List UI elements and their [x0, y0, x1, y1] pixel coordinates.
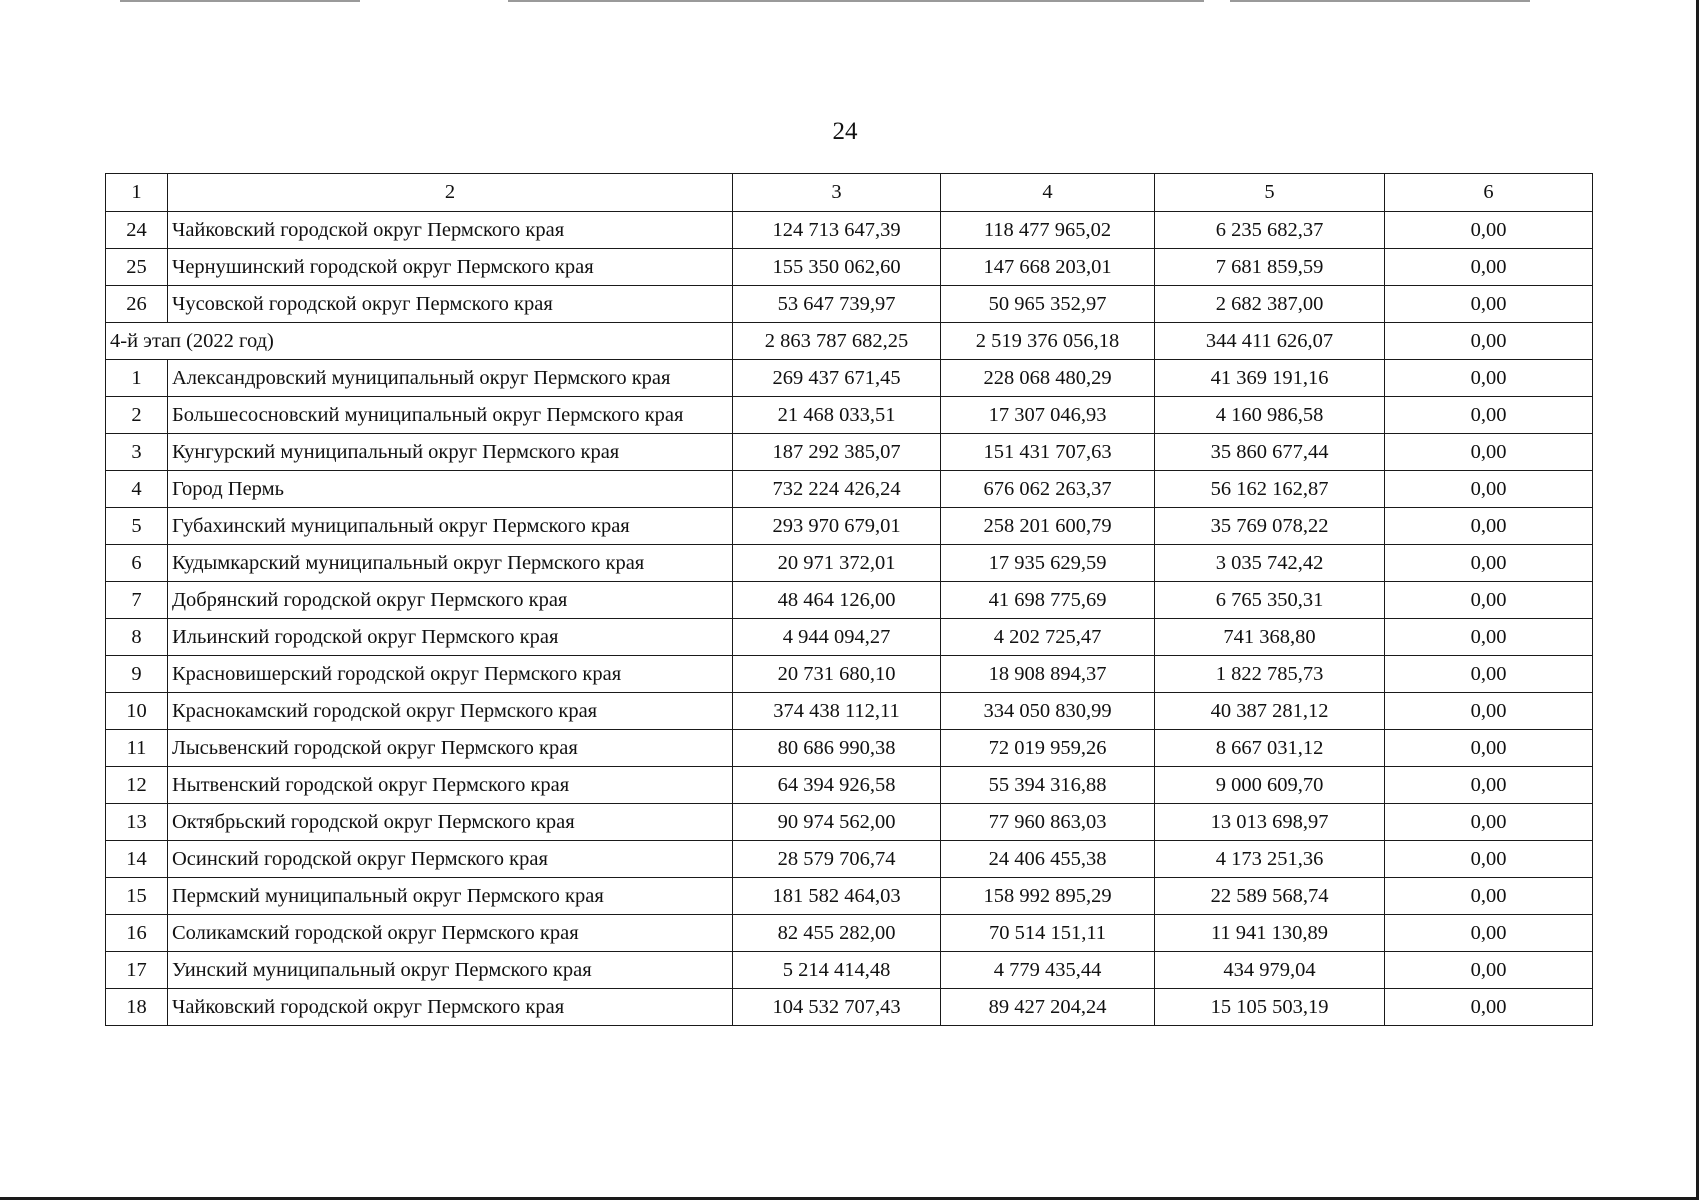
row-number: 1 [106, 360, 168, 397]
amount-col-4: 17 935 629,59 [941, 545, 1155, 582]
amount-col-3: 90 974 562,00 [733, 804, 941, 841]
amount-col-3: 269 437 671,45 [733, 360, 941, 397]
municipality-name: Большесосновский муниципальный округ Пермского края [168, 397, 733, 434]
amount-col-6: 0,00 [1385, 286, 1593, 323]
amount-col-6: 0,00 [1385, 249, 1593, 286]
table-row [106, 360, 1593, 397]
amount-col-6: 0,00 [1385, 508, 1593, 545]
amount-col-6: 0,00 [1385, 952, 1593, 989]
row-number: 16 [106, 915, 168, 952]
amount-col-3: 124 713 647,39 [733, 212, 941, 249]
amount-col-5: 35 860 677,44 [1155, 434, 1385, 471]
municipality-name: Уинский муниципальный округ Пермского края [168, 952, 733, 989]
amount-col-5: 22 589 568,74 [1155, 878, 1385, 915]
amount-col-3: 80 686 990,38 [733, 730, 941, 767]
amount-col-6: 0,00 [1385, 619, 1593, 656]
amount-col-5: 56 162 162,87 [1155, 471, 1385, 508]
amount-col-4: 4 202 725,47 [941, 619, 1155, 656]
amount-col-3: 155 350 062,60 [733, 249, 941, 286]
amount-col-6: 0,00 [1385, 397, 1593, 434]
amount-col-4: 151 431 707,63 [941, 434, 1155, 471]
municipality-name: Чусовской городской округ Пермского края [168, 286, 733, 323]
column-header: 3 [733, 174, 941, 212]
amount-col-4: 89 427 204,24 [941, 989, 1155, 1026]
stage-total-col-3: 2 863 787 682,25 [733, 323, 941, 360]
amount-col-5: 434 979,04 [1155, 952, 1385, 989]
amount-col-5: 11 941 130,89 [1155, 915, 1385, 952]
municipality-name: Краснокамский городской округ Пермского края [168, 693, 733, 730]
amount-col-5: 40 387 281,12 [1155, 693, 1385, 730]
amount-col-6: 0,00 [1385, 915, 1593, 952]
row-number: 8 [106, 619, 168, 656]
row-number: 6 [106, 545, 168, 582]
amount-col-5: 3 035 742,42 [1155, 545, 1385, 582]
municipality-name: Пермский муниципальный округ Пермского края [168, 878, 733, 915]
amount-col-5: 2 682 387,00 [1155, 286, 1385, 323]
amount-col-3: 293 970 679,01 [733, 508, 941, 545]
table-row [106, 767, 1593, 804]
table-row [106, 878, 1593, 915]
table-row [106, 286, 1593, 323]
amount-col-3: 181 582 464,03 [733, 878, 941, 915]
amount-col-3: 20 971 372,01 [733, 545, 941, 582]
row-number: 15 [106, 878, 168, 915]
amount-col-3: 4 944 094,27 [733, 619, 941, 656]
row-number: 11 [106, 730, 168, 767]
row-number: 4 [106, 471, 168, 508]
amount-col-4: 24 406 455,38 [941, 841, 1155, 878]
amount-col-5: 7 681 859,59 [1155, 249, 1385, 286]
amount-col-4: 158 992 895,29 [941, 878, 1155, 915]
row-number: 25 [106, 249, 168, 286]
amount-col-4: 72 019 959,26 [941, 730, 1155, 767]
amount-col-5: 741 368,80 [1155, 619, 1385, 656]
row-number: 3 [106, 434, 168, 471]
row-number: 26 [106, 286, 168, 323]
municipality-name: Красновишерский городской округ Пермского края [168, 656, 733, 693]
amount-col-5: 41 369 191,16 [1155, 360, 1385, 397]
amount-col-6: 0,00 [1385, 545, 1593, 582]
amount-col-6: 0,00 [1385, 471, 1593, 508]
amount-col-6: 0,00 [1385, 767, 1593, 804]
amount-col-3: 187 292 385,07 [733, 434, 941, 471]
amount-col-5: 6 765 350,31 [1155, 582, 1385, 619]
amount-col-5: 13 013 698,97 [1155, 804, 1385, 841]
column-number-row [106, 174, 1593, 212]
municipality-name: Ильинский городской округ Пермского края [168, 619, 733, 656]
amount-col-4: 70 514 151,11 [941, 915, 1155, 952]
row-number: 24 [106, 212, 168, 249]
table-row [106, 434, 1593, 471]
column-header: 4 [941, 174, 1155, 212]
table-row [106, 545, 1593, 582]
column-header: 5 [1155, 174, 1385, 212]
amount-col-3: 53 647 739,97 [733, 286, 941, 323]
amount-col-3: 5 214 414,48 [733, 952, 941, 989]
amount-col-4: 50 965 352,97 [941, 286, 1155, 323]
amount-col-4: 55 394 316,88 [941, 767, 1155, 804]
municipality-name: Нытвенский городской округ Пермского края [168, 767, 733, 804]
row-number: 14 [106, 841, 168, 878]
amount-col-3: 48 464 126,00 [733, 582, 941, 619]
municipality-name: Город Пермь [168, 471, 733, 508]
table-row [106, 952, 1593, 989]
amount-col-4: 17 307 046,93 [941, 397, 1155, 434]
amount-col-5: 8 667 031,12 [1155, 730, 1385, 767]
table-row [106, 730, 1593, 767]
municipality-name: Осинский городской округ Пермского края [168, 841, 733, 878]
amount-col-5: 4 160 986,58 [1155, 397, 1385, 434]
stage-total-col-5: 344 411 626,07 [1155, 323, 1385, 360]
table-row [106, 915, 1593, 952]
amount-col-6: 0,00 [1385, 841, 1593, 878]
municipality-name: Чернушинский городской округ Пермского края [168, 249, 733, 286]
amount-col-4: 258 201 600,79 [941, 508, 1155, 545]
municipality-name: Чайковский городской округ Пермского края [168, 989, 733, 1026]
page-number: 24 [832, 118, 858, 145]
municipality-name: Кунгурский муниципальный округ Пермского края [168, 434, 733, 471]
table-row [106, 619, 1593, 656]
amount-col-6: 0,00 [1385, 693, 1593, 730]
amount-col-5: 6 235 682,37 [1155, 212, 1385, 249]
budget-table [105, 173, 1593, 1026]
row-number: 2 [106, 397, 168, 434]
amount-col-6: 0,00 [1385, 656, 1593, 693]
amount-col-3: 28 579 706,74 [733, 841, 941, 878]
municipality-name: Губахинский муниципальный округ Пермского края [168, 508, 733, 545]
stage-total-col-4: 2 519 376 056,18 [941, 323, 1155, 360]
municipality-name: Соликамский городской округ Пермского края [168, 915, 733, 952]
stage-total-row [106, 323, 1593, 360]
column-header: 2 [168, 174, 733, 212]
table-row [106, 212, 1593, 249]
table-row [106, 656, 1593, 693]
amount-col-6: 0,00 [1385, 878, 1593, 915]
amount-col-6: 0,00 [1385, 730, 1593, 767]
row-number: 17 [106, 952, 168, 989]
amount-col-4: 676 062 263,37 [941, 471, 1155, 508]
amount-col-6: 0,00 [1385, 360, 1593, 397]
column-header: 6 [1385, 174, 1593, 212]
amount-col-4: 334 050 830,99 [941, 693, 1155, 730]
row-number: 5 [106, 508, 168, 545]
amount-col-4: 228 068 480,29 [941, 360, 1155, 397]
amount-col-3: 82 455 282,00 [733, 915, 941, 952]
amount-col-3: 20 731 680,10 [733, 656, 941, 693]
scan-artifact-line [120, 0, 360, 2]
table-row [106, 989, 1593, 1026]
municipality-name: Октябрьский городской округ Пермского края [168, 804, 733, 841]
amount-col-6: 0,00 [1385, 582, 1593, 619]
table-row [106, 471, 1593, 508]
municipality-name: Чайковский городской округ Пермского края [168, 212, 733, 249]
municipality-name: Александровский муниципальный округ Пермского края [168, 360, 733, 397]
amount-col-4: 147 668 203,01 [941, 249, 1155, 286]
amount-col-3: 104 532 707,43 [733, 989, 941, 1026]
amount-col-3: 732 224 426,24 [733, 471, 941, 508]
amount-col-5: 4 173 251,36 [1155, 841, 1385, 878]
amount-col-3: 374 438 112,11 [733, 693, 941, 730]
amount-col-6: 0,00 [1385, 212, 1593, 249]
table-row [106, 582, 1593, 619]
row-number: 9 [106, 656, 168, 693]
amount-col-4: 118 477 965,02 [941, 212, 1155, 249]
amount-col-3: 64 394 926,58 [733, 767, 941, 804]
table-row [106, 841, 1593, 878]
amount-col-5: 9 000 609,70 [1155, 767, 1385, 804]
municipality-name: Добрянский городской округ Пермского края [168, 582, 733, 619]
municipality-name: Кудымкарский муниципальный округ Пермского края [168, 545, 733, 582]
table-row [106, 397, 1593, 434]
municipality-name: Лысьвенский городской округ Пермского края [168, 730, 733, 767]
scan-artifact-line [508, 0, 1204, 2]
amount-col-6: 0,00 [1385, 989, 1593, 1026]
row-number: 10 [106, 693, 168, 730]
amount-col-4: 77 960 863,03 [941, 804, 1155, 841]
table-body [106, 174, 1593, 1026]
amount-col-4: 4 779 435,44 [941, 952, 1155, 989]
table-row [106, 804, 1593, 841]
table-row [106, 693, 1593, 730]
stage-label: 4-й этап (2022 год) [106, 323, 733, 360]
row-number: 7 [106, 582, 168, 619]
amount-col-4: 18 908 894,37 [941, 656, 1155, 693]
amount-col-5: 15 105 503,19 [1155, 989, 1385, 1026]
stage-total-col-6: 0,00 [1385, 323, 1593, 360]
amount-col-3: 21 468 033,51 [733, 397, 941, 434]
scan-artifact-line [1230, 0, 1530, 2]
column-header: 1 [106, 174, 168, 212]
row-number: 13 [106, 804, 168, 841]
amount-col-5: 1 822 785,73 [1155, 656, 1385, 693]
row-number: 18 [106, 989, 168, 1026]
amount-col-6: 0,00 [1385, 804, 1593, 841]
amount-col-6: 0,00 [1385, 434, 1593, 471]
amount-col-5: 35 769 078,22 [1155, 508, 1385, 545]
table-row [106, 508, 1593, 545]
row-number: 12 [106, 767, 168, 804]
table-row [106, 249, 1593, 286]
amount-col-4: 41 698 775,69 [941, 582, 1155, 619]
